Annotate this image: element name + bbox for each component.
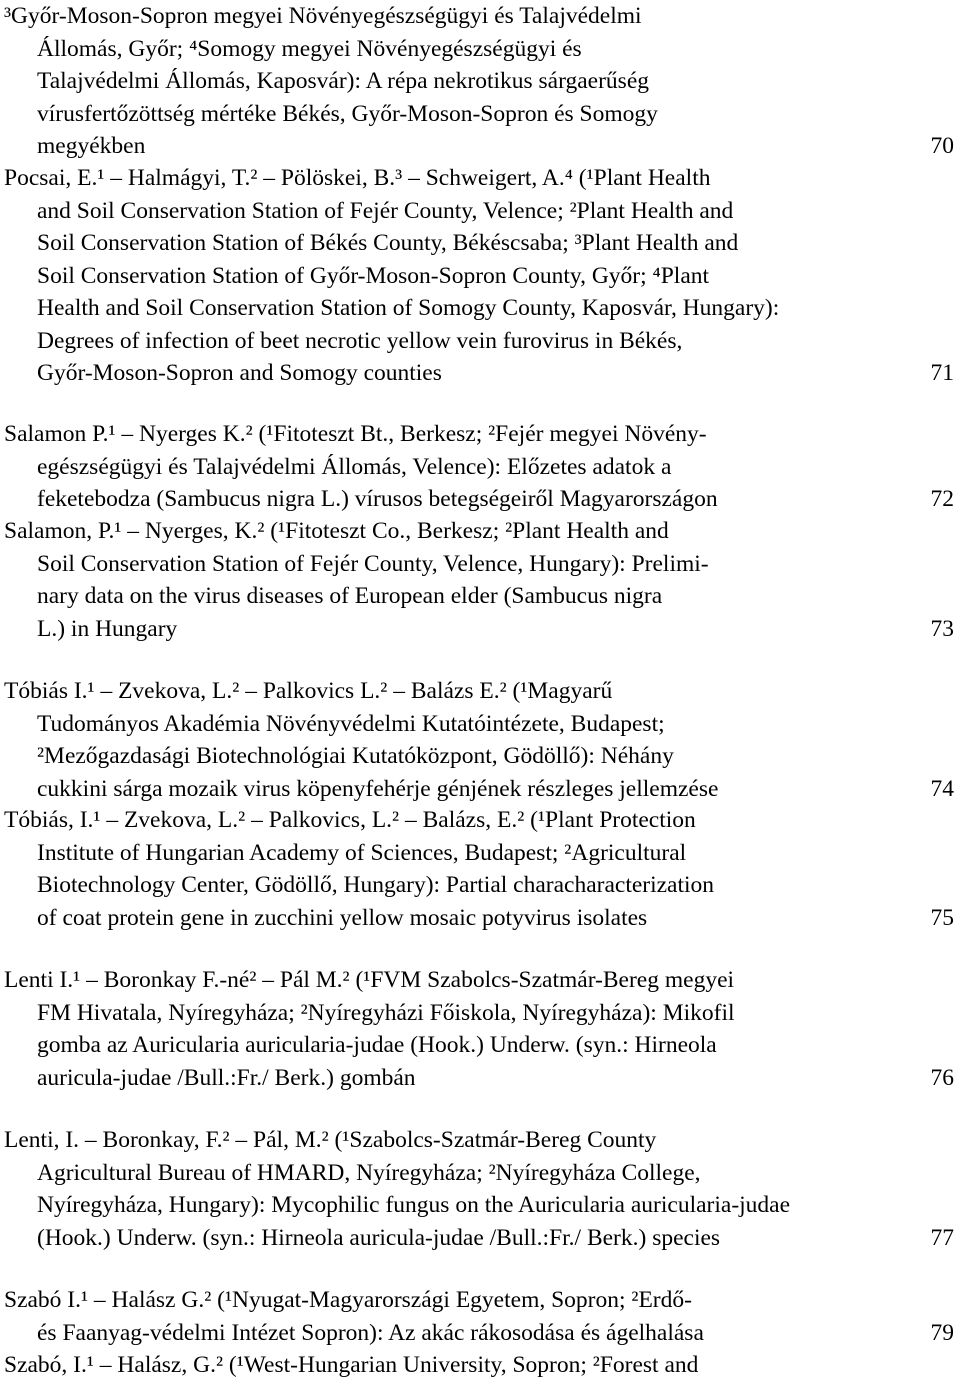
- entry-line: [0, 292, 960, 325]
- entry-text: Állomás, Győr; ⁴Somogy megyei Növényegészségügyi és: [37, 35, 582, 62]
- entry-line: [0, 964, 960, 997]
- page-number: 75: [930, 904, 954, 931]
- entry-line: [0, 869, 960, 902]
- entry-line: [0, 1284, 960, 1317]
- entry-text: Institute of Hungarian Academy of Sciences, Budapest; ²Agricultural: [37, 839, 687, 866]
- entry-text: ²Mezőgazdasági Biotechnológiai Kutatóközpont, Gödöllő): Néhány: [37, 743, 674, 769]
- entry-text: auricula-judae /Bull.:Fr./ Berk.) gombán: [37, 1064, 416, 1091]
- entry-text: Soil Conservation Station of Békés County, Békéscsaba; ³Plant Health and: [37, 230, 739, 256]
- entry-line: [0, 65, 960, 98]
- entry-line: [0, 1157, 960, 1190]
- entry-text: Biotechnology Center, Gödöllő, Hungary): Partial characharacterization: [37, 872, 715, 898]
- entry-text: Tudományos Akadémia Növényvédelmi Kutatóintézete, Budapest;: [37, 710, 665, 737]
- entry-text: megyékben: [37, 133, 146, 159]
- page-number: 71: [930, 360, 954, 386]
- entry-73: [0, 515, 960, 645]
- entry-text: Soil Conservation Station of Győr-Moson-Sopron County, Győr; ⁴Plant: [37, 262, 710, 289]
- entry-text: Talajvédelmi Állomás, Kaposvár): A répa nekrotikus sárgaerűség: [37, 68, 650, 94]
- entry-text: Szabó, I.¹ – Halász, G.² (¹West-Hungarian University, Sopron; ²Forest and: [4, 1352, 699, 1378]
- entry-line: [0, 613, 960, 646]
- entry-70: [0, 0, 960, 163]
- entry-line: [0, 997, 960, 1030]
- entry-line: [0, 675, 960, 708]
- entry-line: [0, 548, 960, 581]
- page-number: 72: [930, 486, 954, 512]
- entry-line: [0, 0, 960, 33]
- entry-line: [0, 580, 960, 613]
- entry-text: Nyíregyháza, Hungary): Mycophilic fungus on the Auricularia auricularia-judae: [37, 1192, 791, 1218]
- entry-text: Lenti I.¹ – Boronkay F.-né² – Pál M.² (¹FVM Szabolcs-Szatmár-Bereg megyei: [4, 967, 735, 993]
- entry-text: feketebodza (Sambucus nigra L.) vírusos betegségeiről Magyarországon: [37, 486, 718, 512]
- entry-line: [0, 483, 960, 516]
- entry-text: és Faanyag-védelmi Intézet Sopron): Az akác rákosodása és ágelhalása: [37, 1319, 704, 1346]
- entry-text: Tóbiás, I.¹ – Zvekova, L.² – Palkovics, L.² – Balázs, E.² (¹Plant Protection: [4, 807, 696, 833]
- entry-line: [0, 357, 960, 390]
- entry-line: [0, 98, 960, 131]
- entry-line: [0, 902, 960, 935]
- entry-74: [0, 675, 960, 805]
- entry-line: [0, 1222, 960, 1255]
- entry-line: [0, 740, 960, 773]
- entry-text: vírusfertőzöttség mértéke Békés, Győr-Moson-Sopron és Somogy: [37, 100, 658, 127]
- entry-text: Health and Soil Conservation Station of Somogy County, Kaposvár, Hungary):: [37, 295, 780, 321]
- entry-76: [0, 964, 960, 1094]
- entry-line: [0, 837, 960, 870]
- page-number: 70: [930, 133, 954, 159]
- entry-text: egészségügyi és Talajvédelmi Állomás, Velence): Előzetes adatok a: [37, 453, 672, 480]
- entry-text: Szabó I.¹ – Halász G.² (¹Nyugat-Magyarországi Egyetem, Sopron; ²Erdő-: [4, 1287, 692, 1313]
- entry-71: [0, 162, 960, 390]
- entry-text: Tóbiás I.¹ – Zvekova, L.² – Palkovics L.² – Balázs E.² (¹Magyarű: [4, 678, 613, 704]
- page-number: 77: [930, 1224, 954, 1251]
- entry-line: [0, 1124, 960, 1157]
- entry-79-english: [0, 1349, 960, 1382]
- page-number: 79: [930, 1319, 954, 1346]
- entry-text: (Hook.) Underw. (syn.: Hirneola auricula-judae /Bull.:Fr./ Berk.) species: [37, 1224, 721, 1251]
- entry-text: Salamon, P.¹ – Nyerges, K.² (¹Fitoteszt Co., Berkesz; ²Plant Health and: [4, 518, 669, 544]
- entry-79: [0, 1284, 960, 1349]
- page-number: 73: [930, 615, 954, 642]
- entry-text: cukkini sárga mozaik virus köpenyfehérje génjének részleges jellemzése: [37, 775, 719, 802]
- entry-line: [0, 515, 960, 548]
- entry-text: gomba az Auricularia auricularia-judae (Hook.) Underw. (syn.: Hirneola: [37, 1032, 717, 1058]
- entry-text: and Soil Conservation Station of Fejér County, Velence; ²Plant Health and: [37, 197, 734, 224]
- entry-text: Győr-Moson-Sopron and Somogy counties: [37, 360, 442, 386]
- entry-text: ³Győr-Moson-Sopron megyei Növényegészségügyi és Talajvédelmi: [4, 3, 642, 29]
- entry-line: [0, 130, 960, 163]
- entry-text: nary data on the virus diseases of European elder (Sambucus nigra: [37, 583, 663, 609]
- entry-line: [0, 804, 960, 837]
- entry-line: [0, 260, 960, 293]
- entry-line: [0, 1317, 960, 1350]
- entry-line: [0, 1349, 960, 1382]
- entry-line: [0, 773, 960, 806]
- entry-text: of coat protein gene in zucchini yellow mosaic potyvirus isolates: [37, 904, 648, 931]
- entry-line: [0, 451, 960, 484]
- entry-text: FM Hivatala, Nyíregyháza; ²Nyíregyházi Főiskola, Nyíregyháza): Mikofil: [37, 999, 735, 1026]
- entry-line: [0, 1062, 960, 1095]
- entry-72: [0, 418, 960, 516]
- entry-77: [0, 1124, 960, 1254]
- entry-text: Pocsai, E.¹ – Halmágyi, T.² – Pölöskei, B.³ – Schweigert, A.⁴ (¹Plant Health: [4, 165, 711, 191]
- entry-text: Lenti, I. – Boronkay, F.² – Pál, M.² (¹Szabolcs-Szatmár-Bereg County: [4, 1127, 657, 1153]
- entry-text: Degrees of infection of beet necrotic yellow vein furovirus in Békés,: [37, 327, 683, 354]
- entry-line: [0, 1189, 960, 1222]
- entry-line: [0, 195, 960, 228]
- page-number: 76: [930, 1064, 954, 1091]
- entry-text: Agricultural Bureau of HMARD, Nyíregyháza; ²Nyíregyháza College,: [37, 1159, 701, 1186]
- entry-line: [0, 1029, 960, 1062]
- entry-line: [0, 418, 960, 451]
- entry-line: [0, 162, 960, 195]
- entry-line: [0, 325, 960, 358]
- page-number: 74: [930, 775, 954, 802]
- entry-75: [0, 804, 960, 934]
- entry-line: [0, 708, 960, 741]
- entry-line: [0, 227, 960, 260]
- entry-text: Salamon P.¹ – Nyerges K.² (¹Fitoteszt Bt., Berkesz; ²Fejér megyei Növény-: [4, 421, 707, 447]
- entry-text: Soil Conservation Station of Fejér County, Velence, Hungary): Prelimi-: [37, 550, 709, 577]
- entry-text: L.) in Hungary: [37, 615, 178, 642]
- entry-line: [0, 33, 960, 66]
